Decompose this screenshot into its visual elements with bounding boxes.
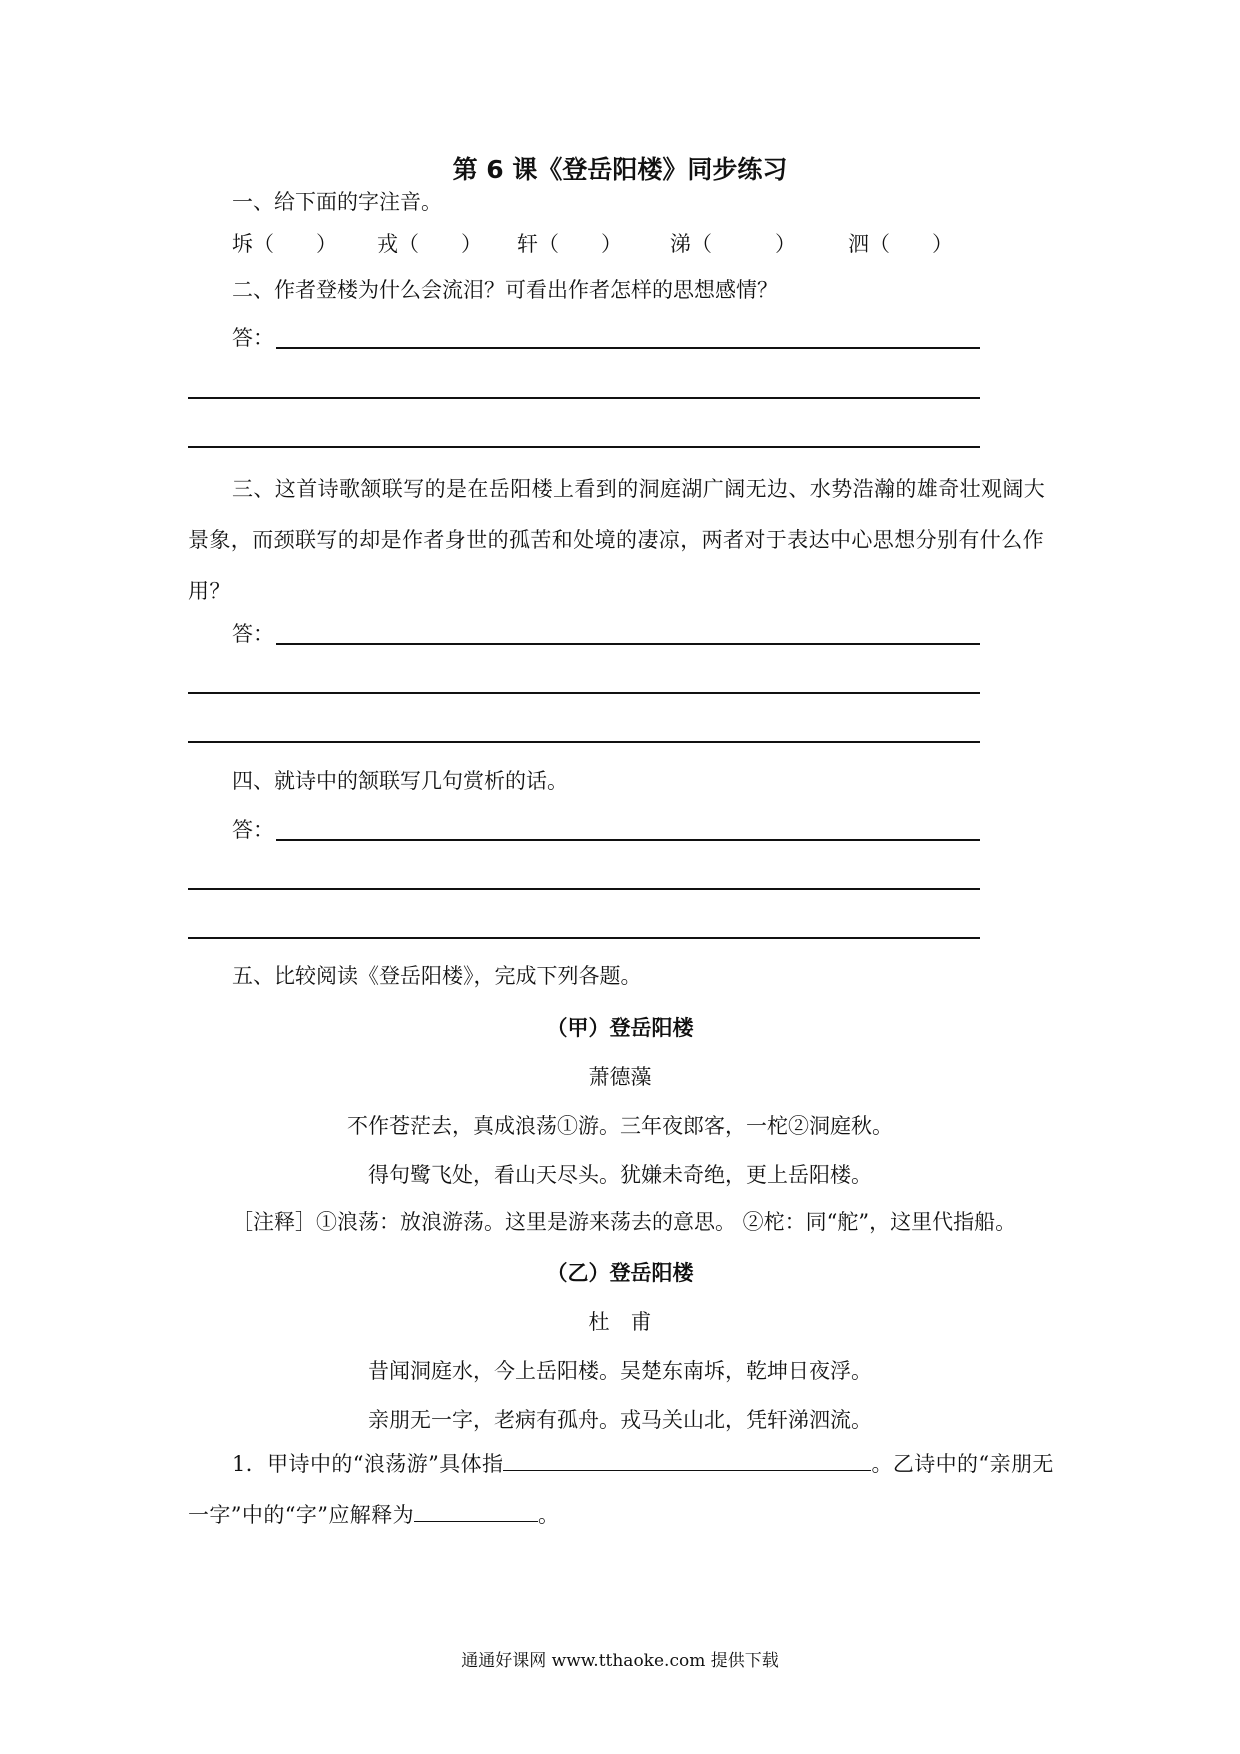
poem-b-line: 亲朋无一字，老病有孤舟。戎马关山北，凭轩涕泗流。 [368,1408,872,1432]
q3-heading: 三、这首诗歌颔联写的是在岳阳楼上看到的洞庭湖广阔无边、水势浩瀚的雄奇壮观阔大景象，而颈联写的却是作者身世的孤苦和处境的凄凉，两者对于表达中心思想分别有什么作用？ [188,477,1046,603]
q3-answer-line[interactable] [276,643,980,645]
poem-b-author: 杜 甫 [588,1310,652,1334]
q2-heading: 二、作者登楼为什么会流泪？可看出作者怎样的思想感情？ [232,278,778,302]
q1-item: 戎（ ） [377,232,482,256]
poem-a-line: 得句鹭飞处，看山天尽头。犹嫌未奇绝，更上岳阳楼。 [368,1163,872,1187]
q1-item: 涕（ ） [670,232,796,256]
q5-sub1 [188,1439,1058,1541]
q4-answer-label: 答： [232,818,274,842]
poem-a-author: 萧德藻 [588,1065,652,1089]
poem-b-title: （乙）登岳阳楼 [546,1261,694,1285]
q5-sub1-blank[interactable] [414,1501,538,1522]
q1-item: 泗（ ） [848,232,953,256]
q4-answer-line[interactable] [188,937,980,939]
q3-answer-label: 答： [232,622,274,646]
q2-answer-line[interactable] [188,397,980,399]
q3-answer-line[interactable] [188,741,980,743]
q2-answer-line[interactable] [188,446,980,448]
q5-sub1-text: 。乙诗中的“亲朋无一字”中的“字”应解释为 [188,1452,1054,1527]
poem-a-line: 不作苍茫去，真成浪荡①游。三年夜郎客，一柁②洞庭秋。 [347,1114,893,1138]
q5-sub1-text: 。 [538,1503,560,1527]
q2-answer-line[interactable] [276,347,980,349]
q1-item: 坼（ ） [232,232,337,256]
poem-a-title: （甲）登岳阳楼 [546,1016,694,1040]
q2-answer-label: 答： [232,326,274,350]
q4-heading: 四、就诗中的颔联写几句赏析的话。 [232,769,568,793]
poem-b-line: 昔闻洞庭水，今上岳阳楼。吴楚东南坼，乾坤日夜浮。 [368,1359,872,1383]
q5-sub1-text: 1．甲诗中的“浪荡游”具体指 [232,1452,504,1476]
page-title: 第 6 课《登岳阳楼》同步练习 [452,155,788,184]
q4-answer-line[interactable] [188,888,980,890]
footer-source: 通通好课网 www.tthaoke.com 提供下载 [461,1651,779,1671]
q3-answer-line[interactable] [188,692,980,694]
poem-a-note: ［注释］①浪荡：放浪游荡。这里是游来荡去的意思。 ②柁：同“舵”，这里代指船。 [232,1210,1017,1234]
q1-item: 轩（ ） [517,232,622,256]
q5-heading: 五、比较阅读《登岳阳楼》，完成下列各题。 [232,964,642,988]
q4-answer-line[interactable] [276,839,980,841]
q1-heading: 一、给下面的字注音。 [232,190,442,214]
q5-sub1-blank[interactable] [503,1450,871,1471]
